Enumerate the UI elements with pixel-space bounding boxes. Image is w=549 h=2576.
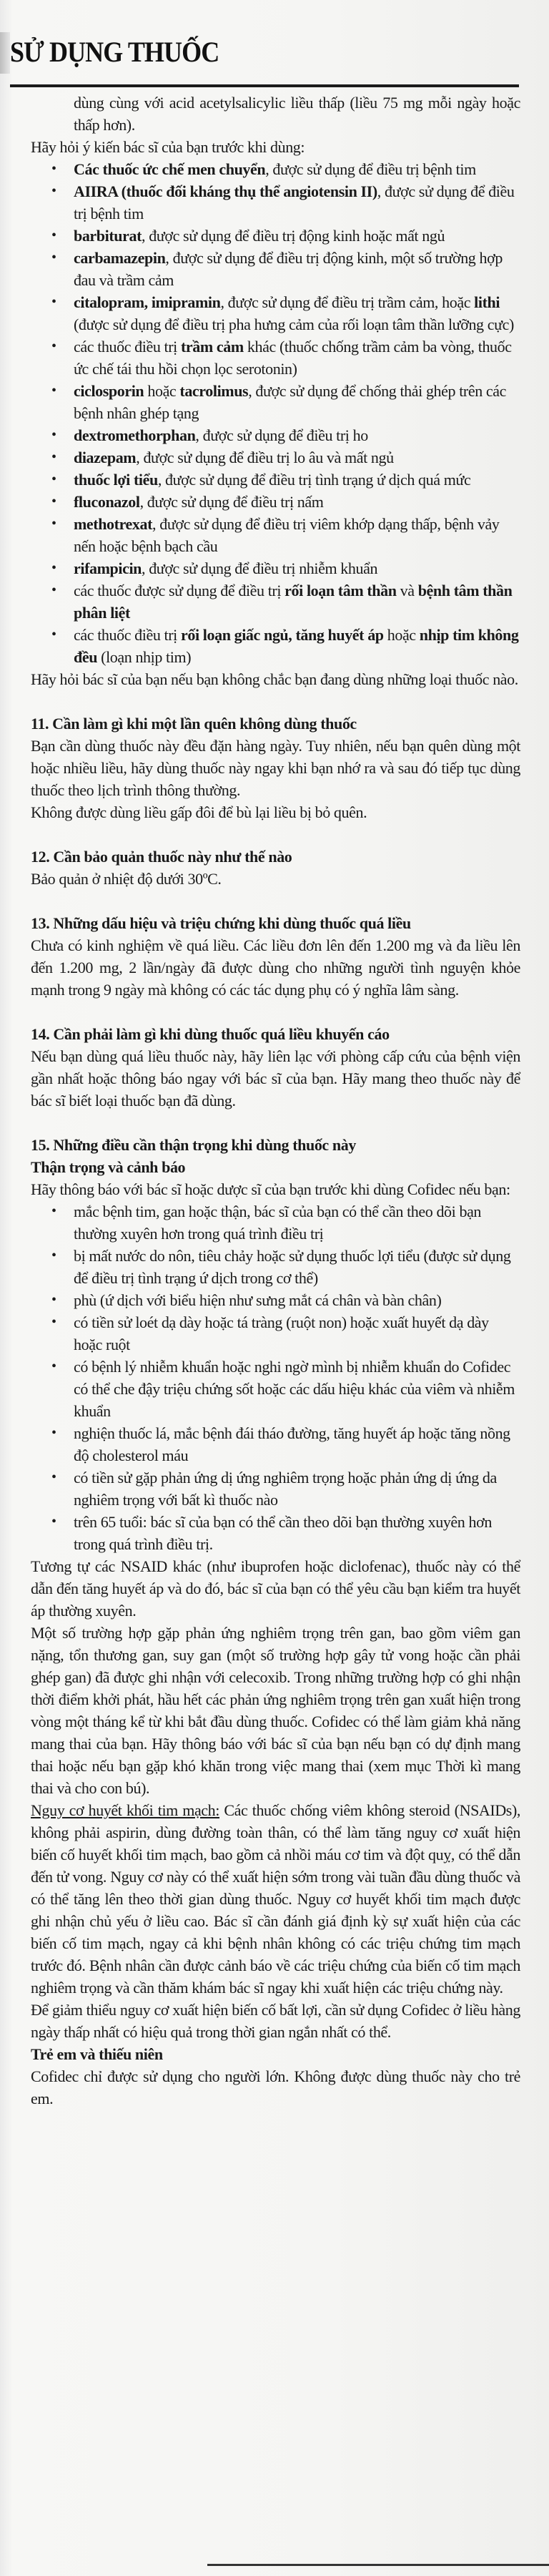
list-item: • nghiện thuốc lá, mắc bệnh đái tháo đường, tăng huyết áp hoặc tăng nồng độ cholesterol máu bbox=[74, 1422, 520, 1466]
minimize-risk-paragraph: Để giảm thiểu nguy cơ xuất hiện biến cố bất lợi, cần sử dụng Cofidec ở liều hàng ngày thấp nhất có hiệu quả trong thời gian ngắn nhất có thể. bbox=[31, 2001, 520, 2041]
section-11-heading: 11. Cần làm gì khi một lần quên không dùng thuốc bbox=[31, 715, 357, 733]
section-14-heading: 14. Cần phải làm gì khi dùng thuốc quá liều khuyến cáo bbox=[31, 1025, 390, 1043]
list-item: • các thuốc được sử dụng để điều trị rối loạn tâm thần và bệnh tâm thần phân liệt bbox=[74, 579, 520, 624]
precautions-list bbox=[31, 1200, 520, 1555]
children-text: Cofidec chỉ được sử dụng cho người lớn. Không được dùng thuốc này cho trẻ em. bbox=[31, 2067, 520, 2107]
section-15-lead: Hãy thông báo với bác sĩ hoặc dược sĩ của bạn trước khi dùng Cofidec nếu bạn: bbox=[31, 1180, 510, 1198]
section-12-heading: 12. Cần bảo quản thuốc này như thế nào bbox=[31, 848, 292, 866]
interactions-lead: Hãy hỏi ý kiến bác sĩ của bạn trước khi dùng: bbox=[31, 138, 305, 156]
list-item: • có tiền sử gặp phản ứng dị ứng nghiêm trọng hoặc phản ứng dị ứng da nghiêm trọng với bất kì thuốc nào bbox=[74, 1466, 520, 1511]
list-item: • thuốc lợi tiểu, được sử dụng để điều trị tình trạng ứ dịch quá mức bbox=[74, 469, 520, 491]
list-item: • methotrexat, được sử dụng để điều trị viêm khớp dạng thấp, bệnh vảy nến hoặc bệnh bạch cầu bbox=[74, 513, 520, 557]
children-heading: Trẻ em và thiếu niên bbox=[31, 2045, 163, 2063]
page-bottom-edge bbox=[207, 2564, 549, 2566]
section-13-heading: 13. Những dấu hiệu và triệu chứng khi dùng thuốc quá liều bbox=[31, 914, 411, 932]
list-item: • các thuốc điều trị rối loạn giấc ngủ, tăng huyết áp hoặc nhịp tim không đều (loạn nhịp tim) bbox=[74, 624, 520, 668]
section-15-subheading: Thận trọng và cảnh báo bbox=[31, 1158, 186, 1176]
liver-paragraph: Một số trường hợp gặp phản ứng nghiêm trọng trên gan, bao gồm viêm gan nặng, tổn thương gan, suy gan (một số trường hợp gây tử vong hoặc cần phải ghép gan) đã được ghi nhận với celecoxib. Trong những trường hợp có ghi nhận thời điểm khởi phát, hầu hết các phản ứng nghiêm trọng trên gan xuất hiện trong vòng một tháng kể từ khi bắt đầu dùng thuốc. Cofidec có thể làm giảm khả năng mang thai của bạn. Hãy thông báo với bác sĩ của bạn nếu bạn có dự định mang thai hoặc nếu bạn gặp khó khăn trong việc mang thai (xem mục Thời kì mang thai và cho con bú). bbox=[31, 1624, 520, 1797]
section-15-heading: 15. Những điều cần thận trọng khi dùng thuốc này bbox=[31, 1136, 356, 1154]
section-13-body: Chưa có kinh nghiệm về quá liều. Các liều đơn lên đến 1.200 mg và đa liều lên đến 1.200 mg, 2 lần/ngày đã được dùng cho những người tình nguyện khỏe mạnh trong 9 ngày mà không có các tác dụng phụ có ý nghĩa lâm sàng. bbox=[31, 936, 520, 999]
cardiovascular-label: Nguy cơ huyết khối tim mạch: bbox=[31, 1801, 219, 1819]
list-item: • AIIRA (thuốc đối kháng thụ thể angiotensin II), được sử dụng để điều trị bệnh tim bbox=[74, 180, 520, 225]
intro-continuation: dùng cùng với acid acetylsalicylic liều thấp (liều 75 mg mỗi ngày hoặc thấp hơn). bbox=[74, 94, 520, 134]
list-item: • có tiền sử loét dạ dày hoặc tá tràng (ruột non) hoặc xuất huyết dạ dày hoặc ruột bbox=[74, 1311, 520, 1356]
page-title: SỬ DỤNG THUỐC bbox=[10, 36, 219, 68]
section-11-body: Bạn cần dùng thuốc này đều đặn hàng ngày. Tuy nhiên, nếu bạn quên dùng một hoặc nhiều liều, hãy dùng thuốc này ngay khi bạn nhớ ra và sau đó tiếp tục dùng thuốc theo lịch trình thông thường. bbox=[31, 737, 520, 799]
list-item: • bị mất nước do nôn, tiêu chảy hoặc sử dụng thuốc lợi tiểu (được sử dụng để điều trị tình trạng ứ dịch trong cơ thể) bbox=[74, 1245, 520, 1289]
list-item: • citalopram, imipramin, được sử dụng để điều trị trầm cảm, hoặc lithi (được sử dụng để điều trị pha hưng cảm của rối loạn tâm thần lưỡng cực) bbox=[74, 291, 520, 336]
cardiovascular-paragraph: Nguy cơ huyết khối tim mạch: Các thuốc chống viêm không steroid (NSAIDs), không phải aspirin, dùng đường toàn thân, có thể làm tăng nguy cơ xuất hiện biến cố huyết khối tim mạch, bao gồm cả nhồi máu cơ tim và đột quỵ, có thể dẫn đến tử vong. Nguy cơ này có thể xuất hiện sớm trong vài tuần đầu dùng thuốc và có thể tăng lên theo thời gian dùng thuốc. Nguy cơ huyết khối tim mạch được ghi nhận chủ yếu ở liều cao. Bác sĩ cần đánh giá định kỳ sự xuất hiện của các biến cố tim mạch, ngay cả khi bệnh nhân không có các triệu chứng tim mạch trước đó. Bệnh nhân cần được cảnh báo về các triệu chứng của biến cố tim mạch nghiêm trọng và cần thăm khám bác sĩ ngay khi xuất hiện các triệu chứng này. bbox=[31, 1801, 520, 1997]
list-item: • mắc bệnh tim, gan hoặc thận, bác sĩ của bạn có thể cần theo dõi bạn thường xuyên hơn trong quá trình điều trị bbox=[74, 1200, 520, 1245]
title-divider bbox=[10, 84, 519, 87]
page-edge-shadow bbox=[0, 32, 10, 74]
list-item: • diazepam, được sử dụng để điều trị lo âu và mất ngủ bbox=[74, 446, 520, 469]
list-item: • barbiturat, được sử dụng để điều trị động kinh hoặc mất ngủ bbox=[74, 225, 520, 247]
page-header bbox=[10, 29, 519, 87]
list-item: • có bệnh lý nhiễm khuẩn hoặc nghi ngờ mình bị nhiễm khuẩn do Cofidec có thể che đậy triệu chứng sốt hoặc các dấu hiệu khác của viêm và nhiễm khuẩn bbox=[74, 1356, 520, 1422]
list-item: • carbamazepin, được sử dụng để điều trị động kinh, một số trường hợp đau và trầm cảm bbox=[74, 247, 520, 291]
section-11-note: Không được dùng liều gấp đôi để bù lại liều bị bỏ quên. bbox=[31, 803, 367, 821]
list-item: • Các thuốc ức chế men chuyển, được sử dụng để điều trị bệnh tim bbox=[74, 158, 520, 180]
list-item: • dextromethorphan, được sử dụng để điều trị ho bbox=[74, 424, 520, 446]
nsaid-paragraph: Tương tự các NSAID khác (như ibuprofen hoặc diclofenac), thuốc này có thể dẫn đến tăng huyết áp và do đó, bác sĩ của bạn có thể yêu cầu bạn kiểm tra huyết áp thường xuyên. bbox=[31, 1557, 520, 1620]
list-item: • phù (ứ dịch với biểu hiện như sưng mắt cá chân và bàn chân) bbox=[74, 1289, 520, 1311]
list-item: • ciclosporin hoặc tacrolimus, được sử dụng để chống thải ghép trên các bệnh nhân ghép tạng bbox=[74, 380, 520, 424]
section-14-body: Nếu bạn dùng quá liều thuốc này, hãy liên lạc với phòng cấp cứu của bệnh viện gần nhất hoặc thông báo ngay với bác sĩ của bạn. Hãy mang theo thuốc này để bác sĩ biết loại thuốc bạn đã dùng. bbox=[31, 1047, 520, 1110]
list-item: • rifampicin, được sử dụng để điều trị nhiễm khuẩn bbox=[74, 557, 520, 579]
list-item: • trên 65 tuổi: bác sĩ của bạn có thể cần theo dõi bạn thường xuyên hơn trong quá trình điều trị. bbox=[74, 1511, 520, 1555]
section-12-body: Bảo quản ở nhiệt độ dưới 30ºC. bbox=[31, 870, 222, 888]
list-item: • fluconazol, được sử dụng để điều trị nấm bbox=[74, 491, 520, 513]
list-item: • các thuốc điều trị trầm cảm khác (thuốc chống trầm cảm ba vòng, thuốc ức chế tái thu hồi chọn lọc serotonin) bbox=[74, 336, 520, 380]
document-body bbox=[31, 92, 520, 2110]
interactions-closing: Hãy hỏi bác sĩ của bạn nếu bạn không chắc bạn đang dùng những loại thuốc nào. bbox=[31, 670, 518, 688]
interactions-list bbox=[31, 158, 520, 668]
